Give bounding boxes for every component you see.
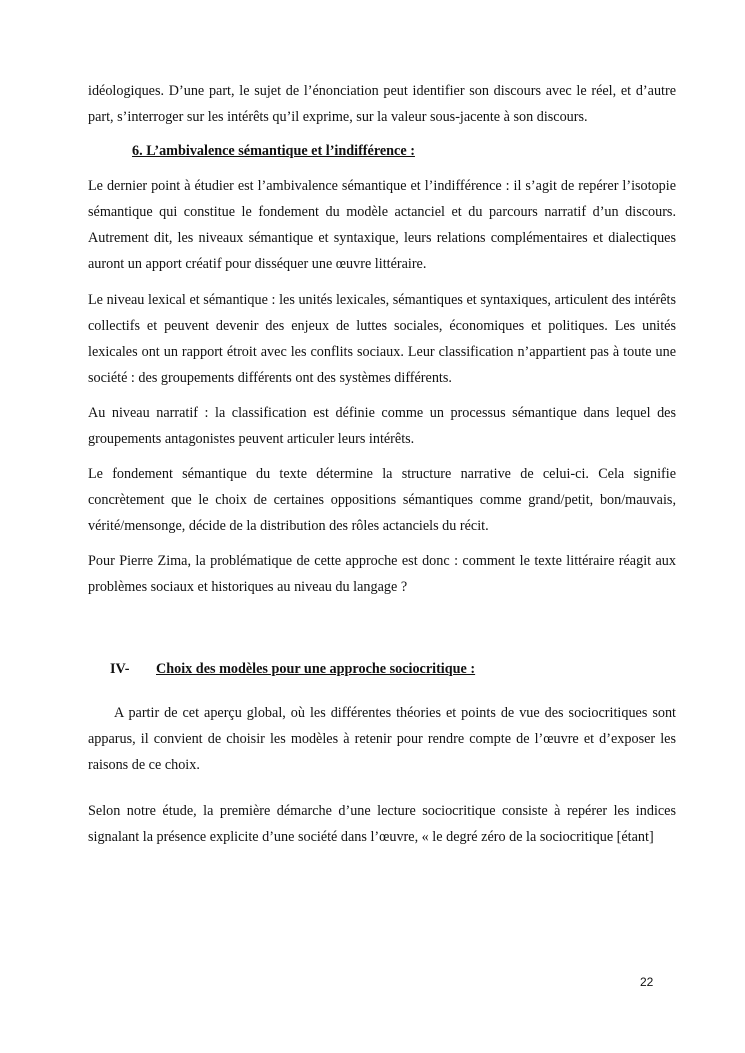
chapter-number: IV- — [110, 661, 130, 677]
chapter-heading-iv — [110, 656, 676, 682]
section-heading-6-text: 6. L’ambivalence sémantique et l’indifférence : — [132, 143, 415, 159]
paragraph-4: Le fondement sémantique du texte détermine la structure narrative de celui-ci. Cela signifie concrètement que le choix de certaines oppositions sémantiques comme grand/petit, bon/mauvais, vérité/mensonge, décide de la distribution des rôles actanciels du récit. — [88, 466, 676, 534]
paragraph-2: Le niveau lexical et sémantique : les unités lexicales, sémantiques et syntaxiques, articulent des intérêts collectifs et peuvent devenir des enjeux de luttes sociales, économiques et politiques. Les unités lexicales ont un rapport étroit avec les conflits sociaux. Leur classification n’appartient pas à toute une société : des groupements différents ont des systèmes différents. — [88, 292, 676, 386]
paragraph-1: Le dernier point à étudier est l’ambivalence sémantique et l’indifférence : il s’agit de repérer l’isotopie sémantique qui constitue le fondement du modèle actanciel et du parcours narratif d’un discours. Autrement dit, les niveaux sémantique et syntaxique, leurs relations complémentaires et dialectiques auront un apport créatif pour disséquer une œuvre littéraire. — [88, 178, 676, 272]
page-number: 22 — [640, 975, 654, 989]
paragraph-0: idéologiques. D’une part, le sujet de l’énonciation peut identifier son discours avec le réel, et d’autre part, s’interroger sur les intérêts qu’il exprime, sur la valeur sous-jacente à son discours. — [88, 83, 676, 125]
section-heading-6 — [132, 138, 676, 164]
page-body — [88, 78, 676, 850]
paragraph-6: A partir de cet aperçu global, où les différentes théories et points de vue des sociocritiques sont apparus, il convient de choisir les modèles à retenir pour rendre compte de l’œuvre et d’exposer les raisons de ce choix. — [88, 705, 676, 773]
chapter-title: Choix des modèles pour une approche sociocritique : — [156, 661, 476, 677]
paragraph-7: Selon notre étude, la première démarche d’une lecture sociocritique consiste à repérer les indices signalant la présence explicite d’une société dans l’œuvre, « le degré zéro de la sociocritique [étant] — [88, 803, 676, 845]
paragraph-5: Pour Pierre Zima, la problématique de cette approche est donc : comment le texte littéraire réagit aux problèmes sociaux et historiques au niveau du langage ? — [88, 553, 676, 595]
paragraph-3: Au niveau narratif : la classification est définie comme un processus sémantique dans lequel des groupements antagonistes peuvent articuler leurs intérêts. — [88, 405, 676, 447]
